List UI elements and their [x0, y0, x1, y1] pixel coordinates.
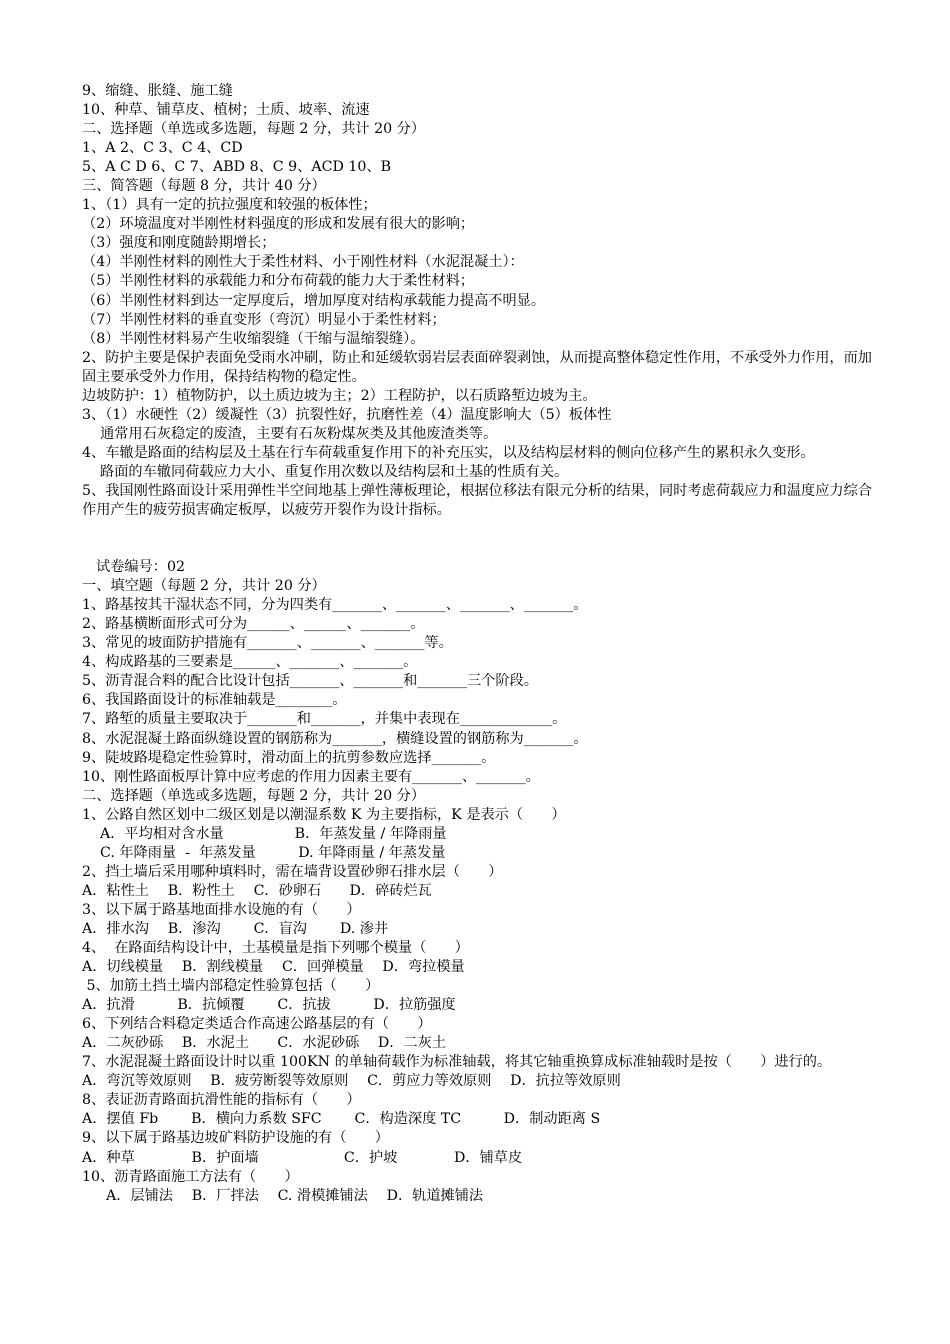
- text-line: 1、A 2、C 3、C 4、CD: [82, 140, 243, 157]
- text-line: （4）半刚性材料的刚性大于柔性材料、小于刚性材料（水泥混凝土）：: [82, 254, 524, 271]
- text-line: 2、挡土墙后采用哪种填料时，需在墙背设置砂卵石排水层（ ）: [82, 863, 503, 880]
- answer-key-section: [82, 82, 872, 520]
- text-line: 8、水泥混凝土路面纵缝设置的钢筋称为_______，横缝设置的钢筋称为_______。: [82, 730, 588, 747]
- text-line: 4、 在路面结构设计中，土基模量是指下列哪个模量（ ）: [82, 940, 469, 957]
- text-line: A．粘性土 B．粉性土 C．砂卵石 D．碎砖烂瓦: [82, 882, 432, 899]
- text-line: 9、缩缝、胀缝、施工缝: [82, 83, 233, 99]
- text-line: （2）环境温度对半刚性材料强度的形成和发展有很大的影响；: [82, 216, 475, 233]
- text-line: 10、种草、铺草皮、植树；土质、坡率、流速: [82, 102, 370, 119]
- text-line: 7、水泥混凝土路面设计时以重 100KN 的单轴荷载作为标准轴载，将其它轴重换算成标准轴载时是按（ ）进行的。: [82, 1054, 832, 1071]
- text-line: 10、刚性路面板厚计算中应考虑的作用力因素主要有_______、_______。: [82, 768, 540, 785]
- text-line: 3、以下属于路基地面排水设施的有（ ）: [82, 901, 361, 918]
- text-line: 9、陡坡路堤稳定性验算时，滑动面上的抗剪参数应选择_______。: [82, 749, 496, 766]
- text-line: A．摆值 Fb B．横向力系数 SFC C．构造深度 TC D．制动距离 S: [82, 1111, 601, 1128]
- text-line: A．弯沉等效原则 B．疲劳断裂等效原则 C．剪应力等效原则 D．抗拉等效原则: [82, 1073, 621, 1090]
- text-line: 3、（1）水硬性（2）缓凝性（3）抗裂性好，抗磨性差（4）温度影响大（5）板体性: [82, 406, 612, 423]
- text-line: A．切线模量 B．割线模量 C．回弹模量 D．弯拉模量: [82, 959, 465, 976]
- text-line: 5、加筋土挡土墙内部稳定性验算包括（ ）: [82, 978, 380, 995]
- text-line: 二、选择题（单选或多选题，每题 2 分，共计 20 分）: [82, 121, 426, 138]
- text-line: （6）半刚性材料到达一定厚度后，增加厚度对结构承载能力提高不明显。: [82, 292, 546, 309]
- text-line: A．排水沟 B．渗沟 C．盲沟 D. 渗井: [82, 920, 389, 937]
- text-line: 一、填空题（每题 2 分，共计 20 分）: [82, 578, 326, 595]
- text-line: 8、表证沥青路面抗滑性能的指标有（ ）: [82, 1092, 361, 1109]
- text-line: 通常用石灰稳定的废渣，主要有石灰粉煤灰类及其他废渣类等。: [100, 425, 498, 442]
- text-line: 2、防护主要是保护表面免受雨水冲刷，防止和延缓软弱岩层表面碎裂剥蚀，从而提高整体稳定性作用，不承受外力作用，而加固主要承受外力作用，保持结构物的稳定性。: [82, 349, 872, 385]
- text-line: 3、常见的坡面防护措施有_______、_______、_______等。: [82, 635, 453, 652]
- text-line: （8）半刚性材料易产生收缩裂缝（干缩与温缩裂缝）。: [82, 330, 425, 347]
- text-line: A．二灰砂砾 B．水泥土 C．水泥砂砾 D．二灰土: [82, 1035, 447, 1052]
- text-line: A．层铺法 B．厂拌法 C. 滑模摊铺法 D．轨道摊铺法: [106, 1187, 484, 1204]
- text-line: A．平均相对含水量 B．年蒸发量 / 年降雨量: [100, 825, 447, 842]
- text-line: 1、公路自然区划中二级区划是以潮湿系数 K 为主要指标，K 是表示（ ）: [82, 806, 566, 823]
- text-line: （5）半刚性材料的承载能力和分布荷载的能力大于柔性材料；: [82, 273, 475, 290]
- text-line: 10、沥青路面施工方法有（ ）: [82, 1168, 299, 1185]
- text-line: 5、沥青混合料的配合比设计包括_______、_______和_______三个阶段。: [82, 673, 538, 690]
- text-line: C. 年降雨量 - 年蒸发量 D. 年降雨量 / 年蒸发量: [100, 844, 446, 861]
- text-line: 试卷编号：02: [96, 559, 185, 576]
- text-line: 5、我国刚性路面设计采用弹性半空间地基上弹性薄板理论，根据位移法有限元分析的结果，同时考虑荷载应力和温度应力综合作用产生的疲劳损害确定板厚，以疲劳开裂作为设计指标。: [82, 482, 872, 519]
- text-line: A．种草 B．护面墙 C．护坡 D．铺草皮: [82, 1149, 523, 1166]
- text-line: 1、（1）具有一定的抗拉强度和较强的板体性；: [82, 197, 377, 214]
- text-line: 2、路基横断面形式可分为______、______、_______。: [82, 616, 425, 633]
- text-line: （3）强度和刚度随龄期增长；: [82, 235, 276, 252]
- text-line: 二、选择题（单选或多选题，每题 2 分，共计 20 分）: [82, 787, 426, 804]
- text-line: 9、以下属于路基边坡矿料防护设施的有（ ）: [82, 1130, 389, 1147]
- text-line: （7）半刚性材料的垂直变形（弯沉）明显小于柔性材料；: [82, 311, 446, 328]
- text-line: 5、A C D 6、C 7、ABD 8、C 9、ACD 10、B: [82, 159, 392, 176]
- text-line: 4、车辙是路面的结构层及土基在行车荷载重复作用下的补充压实，以及结构层材料的侧向位移产生的累积永久变形。: [82, 444, 815, 461]
- text-line: 路面的车辙同荷载应力大小、重复作用次数以及结构层和土基的性质有关。: [100, 463, 569, 480]
- document-content: [82, 82, 872, 1206]
- text-line: 4、构成路基的三要素是______、_______、_______。: [82, 654, 418, 671]
- exam-paper-02-section: [82, 558, 872, 1206]
- text-line: 7、路堑的质量主要取决于_______和_______，并集中表现在_____________。: [82, 711, 567, 728]
- text-line: 1、路基按其干湿状态不同，分为四类有_______、_______、_______、_______。: [82, 597, 588, 614]
- text-line: 边坡防护：1）植物防护，以土质边坡为主；2）工程防护，以石质路堑边坡为主。: [82, 387, 597, 404]
- text-line: 6、我国路面设计的标准轴载是________。: [82, 692, 347, 709]
- text-line: 6、下列结合料稳定类适合作高速公路基层的有（ ）: [82, 1016, 432, 1033]
- text-line: A．抗滑 B．抗倾覆 C．抗拔 D．拉筋强度: [82, 997, 456, 1014]
- section-gap: [82, 520, 872, 558]
- text-line: 三、简答题（每题 8 分，共计 40 分）: [82, 178, 326, 195]
